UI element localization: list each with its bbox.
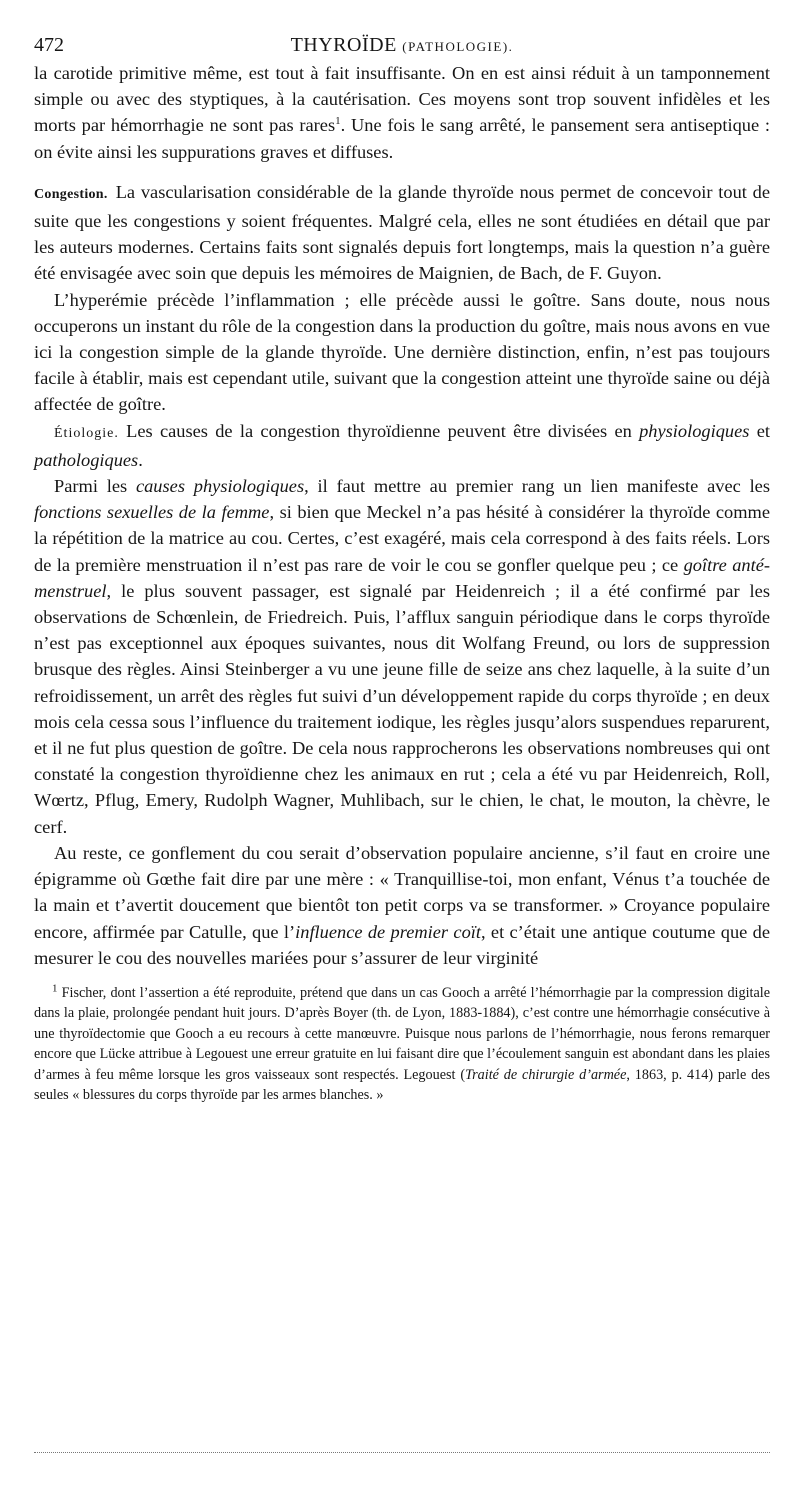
page-number: 472 <box>34 34 64 56</box>
paragraph-etiologie <box>34 418 770 473</box>
paragraph-5-italic-3: goître anté-menstruel <box>34 554 771 601</box>
paragraph-3 <box>34 287 770 418</box>
paragraph-5-a: Parmi les <box>54 476 136 497</box>
paragraph-2-text: La vascularisation considérable de la glande thyroïde nous permet de concevoir tout de suite que les congestions y soient fréquentes. Malgré cela, elles ne sont étudiées en détail que par les auteurs modernes. Certains faits sont signalés depuis fort longtemps, mais la question n’a guère été envisagée avec soin que depuis les mémoires de Maignien, de Bach, de F. Guyon. <box>34 181 770 284</box>
paragraph-1-text: la carotide primitive même, est tout à fait insuffisante. On en est ainsi réduit à un tamponnement simple ou avec des styptiques, à la cautérisation. Ces moyens sont trop souvent infidèles et les morts par hémorrhagie ne sont pas rares <box>34 63 770 136</box>
paragraph-4-c: . <box>138 449 143 470</box>
running-title-main: THYROÏDE <box>290 34 397 56</box>
etiologie-label: Étiologie. <box>54 425 119 441</box>
footnote-mark: 1 <box>52 982 58 995</box>
paragraph-6 <box>34 840 770 971</box>
paragraph-1 <box>34 60 770 165</box>
footnote-italic: Traité de chirurgie d’armée <box>465 1066 627 1083</box>
book-page <box>34 30 770 1470</box>
section-heading-congestion: Congestion. <box>34 186 108 202</box>
paragraph-3-text: L’hyperémie précède l’inflammation ; elle précède aussi le goître. Sans doute, nous nous occuperons un instant du rôle de la congestion dans la production du goître, mais nous avons en vue ici la congestion simple de la glande thyroïde. Une dernière distinction, enfin, n’est pas toujours facile à établir, mais est cependant utile, suivant que la congestion atteint une thyroïde saine ou déjà affectée de goître. <box>34 289 770 415</box>
footnote-text-a: Fischer, dont l’assertion a été reproduite, prétend que dans un cas Gooch a arrêté l’hémorrhagie par la compression digitale dans la plaie, prolongée pendant huit jours. D’après Boyer (th. de Lyon, 1883-1884), c’est contre une hémorrhagie consécutive à une thyroïdectomie que Gooch a eu recours à cette manœuvre. Puisque nous parlons de l’hémorrhagie, nous ferons remarquer encore que Lücke attribue à Legouest une erreur gratuite en lui faisant dire que l’écoulement sanguin est abondant dans les plaies d’armes à feu même lorsque les gros vaisseaux sont respectés. Legouest ( <box>34 984 770 1083</box>
paragraph-congestion <box>34 179 770 287</box>
paragraph-5-b: , il faut mettre au premier rang un lien manifeste avec les <box>304 476 771 497</box>
footnote-reference: 1 <box>335 115 341 128</box>
paragraph-6-italic-1: influence de premier coït <box>295 921 481 942</box>
paragraph-6-a: Au reste, ce gonflement du cou serait d’observation populaire ancienne, s’il faut en croire une épigramme où Gœthe fait dire par une mère : « Tranquillise-toi, mon enfant, Vénus t’a touchée de la main et t’avertit doucement que bientôt ton petit corps va se transformer. » Croyance populaire encore, affirmée par Catulle, que l’ <box>34 842 770 942</box>
running-title <box>34 30 770 62</box>
main-text <box>34 60 770 971</box>
running-title-sub: (PATHOLOGIE). <box>402 39 514 54</box>
paragraph-6-b: , et c’était une antique coutume que de mesurer le cou des nouvelles mariées pour s’assurer de leur virginité <box>34 921 770 968</box>
paragraph-5-italic-2: fonctions sexuelles de la femme <box>34 502 270 523</box>
paragraph-5-italic-1: causes physiologiques <box>135 476 305 497</box>
page-header <box>34 30 770 60</box>
paragraph-5-c: , si bien que Meckel n’a pas hésité à considérer la thyroïde comme la répétition de la matrice au cou. Certes, c’est exagéré, mais cela correspond à des faits réels. Lors de la première menstruation il n’est pas rare de voir le cou se gonfler quelque peu ; ce <box>34 502 771 575</box>
paragraph-4-a: Les causes de la congestion thyroïdienne peuvent être divisées en <box>126 420 640 441</box>
paragraph-4-b: et <box>749 420 770 441</box>
paragraph-1-end: . Une fois le sang arrêté, le pansement sera antiseptique : on évite ainsi les suppurations graves et diffuses. <box>34 115 770 162</box>
paragraph-5 <box>34 473 770 840</box>
paragraph-4-italic-2: pathologiques <box>34 449 139 470</box>
paragraph-4-italic-1: physiologiques <box>639 420 750 441</box>
bottom-dotted-rule <box>34 1452 770 1453</box>
footnotes <box>34 983 770 1106</box>
footnote-1 <box>34 983 770 1106</box>
paragraph-5-d: , le plus souvent passager, est signalé par Heidenreich ; il a été confirmé par les observations de Schœnlein, de Friedreich. Puis, l’afflux sanguin périodique dans le corps thyroïde n’est pas exceptionnel aux époques suivantes, nous dit Wolfang Freund, ou lors de suppression brusque des règles. Ainsi Steinberger a vu une jeune fille de seize ans chez laquelle, à la suite d’un refroidissement, un arrêt des règles fut suivi d’un développement rapide du corps thyroïde ; en deux mois cela cessa sous l’influence du traitement iodique, les règles jusqu’alors suspendues reparurent, et il ne fut plus question de goître. De cela nous rapprocherons les observations nombreuses qui ont constaté la congestion thyroïdienne chez les animaux en rut ; cela a été vu par Heidenreich, Roll, Wœrtz, Pflug, Emery, Rudolph Wagner, Muhlibach, sur le chien, le chat, le mouton, la chèvre, le cerf. <box>34 580 770 837</box>
footnote-text-b: , 1863, p. 414) parle des seules « blessures du corps thyroïde par les armes blanches. » <box>34 1066 771 1104</box>
